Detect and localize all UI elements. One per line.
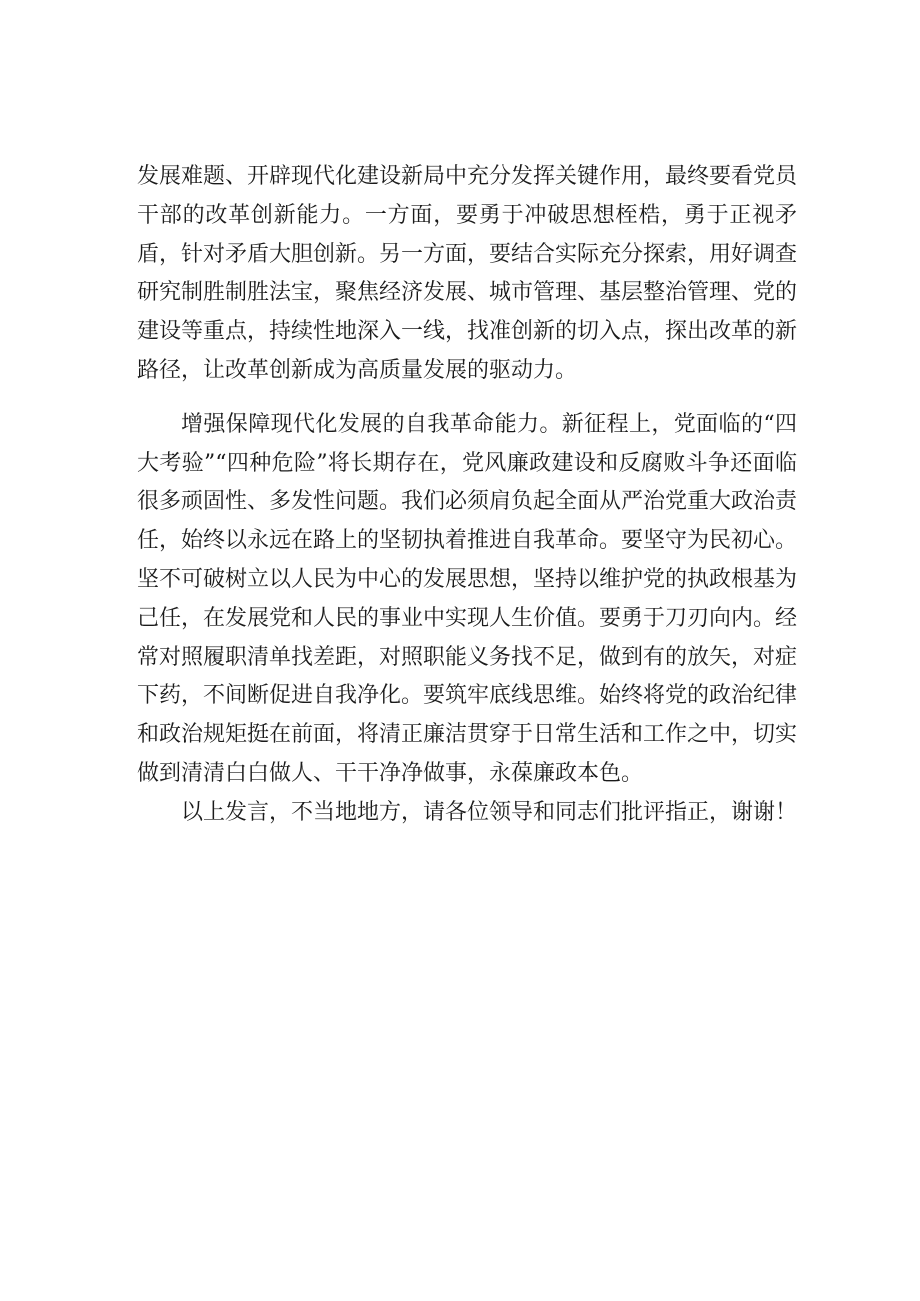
paragraph-closing-remarks: 以上发言，不当地地方，请各位领导和同志们批评指正，谢谢！	[181, 799, 798, 825]
document-body	[137, 158, 797, 833]
paragraph-self-revolution: 增强保障现代化发展的自我革命能力。新征程上，党面临的“四大考验”“四种危险”将长期存在，党风廉政建设和反腐败斗争还面临很多顽固性、多发性问题。我们必须肩负起全面从严治党重大政治责任，始终以永远在路上的坚韧执着推进自我革命。要坚守为民初心。坚不可破树立以人民为中心的发展思想，坚持以维护党的执政根基为己任，在发展党和人民的事业中实现人生价值。要勇于刀刃向内。经常对照履职清单找差距，对照职能义务找不足，做到有的放矢，对症下药，不间断促进自我净化。要筑牢底线思维。始终将党的政治纪律和政治规矩挺在前面，将清正廉洁贯穿于日常生活和工作之中，切实做到清清白白做人、干干净净做事，永葆廉政本色。	[137, 411, 798, 786]
paragraph-innovation-continued: 发展难题、开辟现代化建设新局中充分发挥关键作用，最终要看党员干部的改革创新能力。一方面，要勇于冲破思想桎梏，勇于正视矛盾，针对矛盾大胆创新。另一方面，要结合实际充分探索，用好调查研究制胜制胜法宝，聚焦经济发展、城市管理、基层整治管理、党的建设等重点，持续性地深入一线，找准创新的切入点，探出改革的新路径，让改革创新成为高质量发展的驱动力。	[137, 164, 798, 383]
